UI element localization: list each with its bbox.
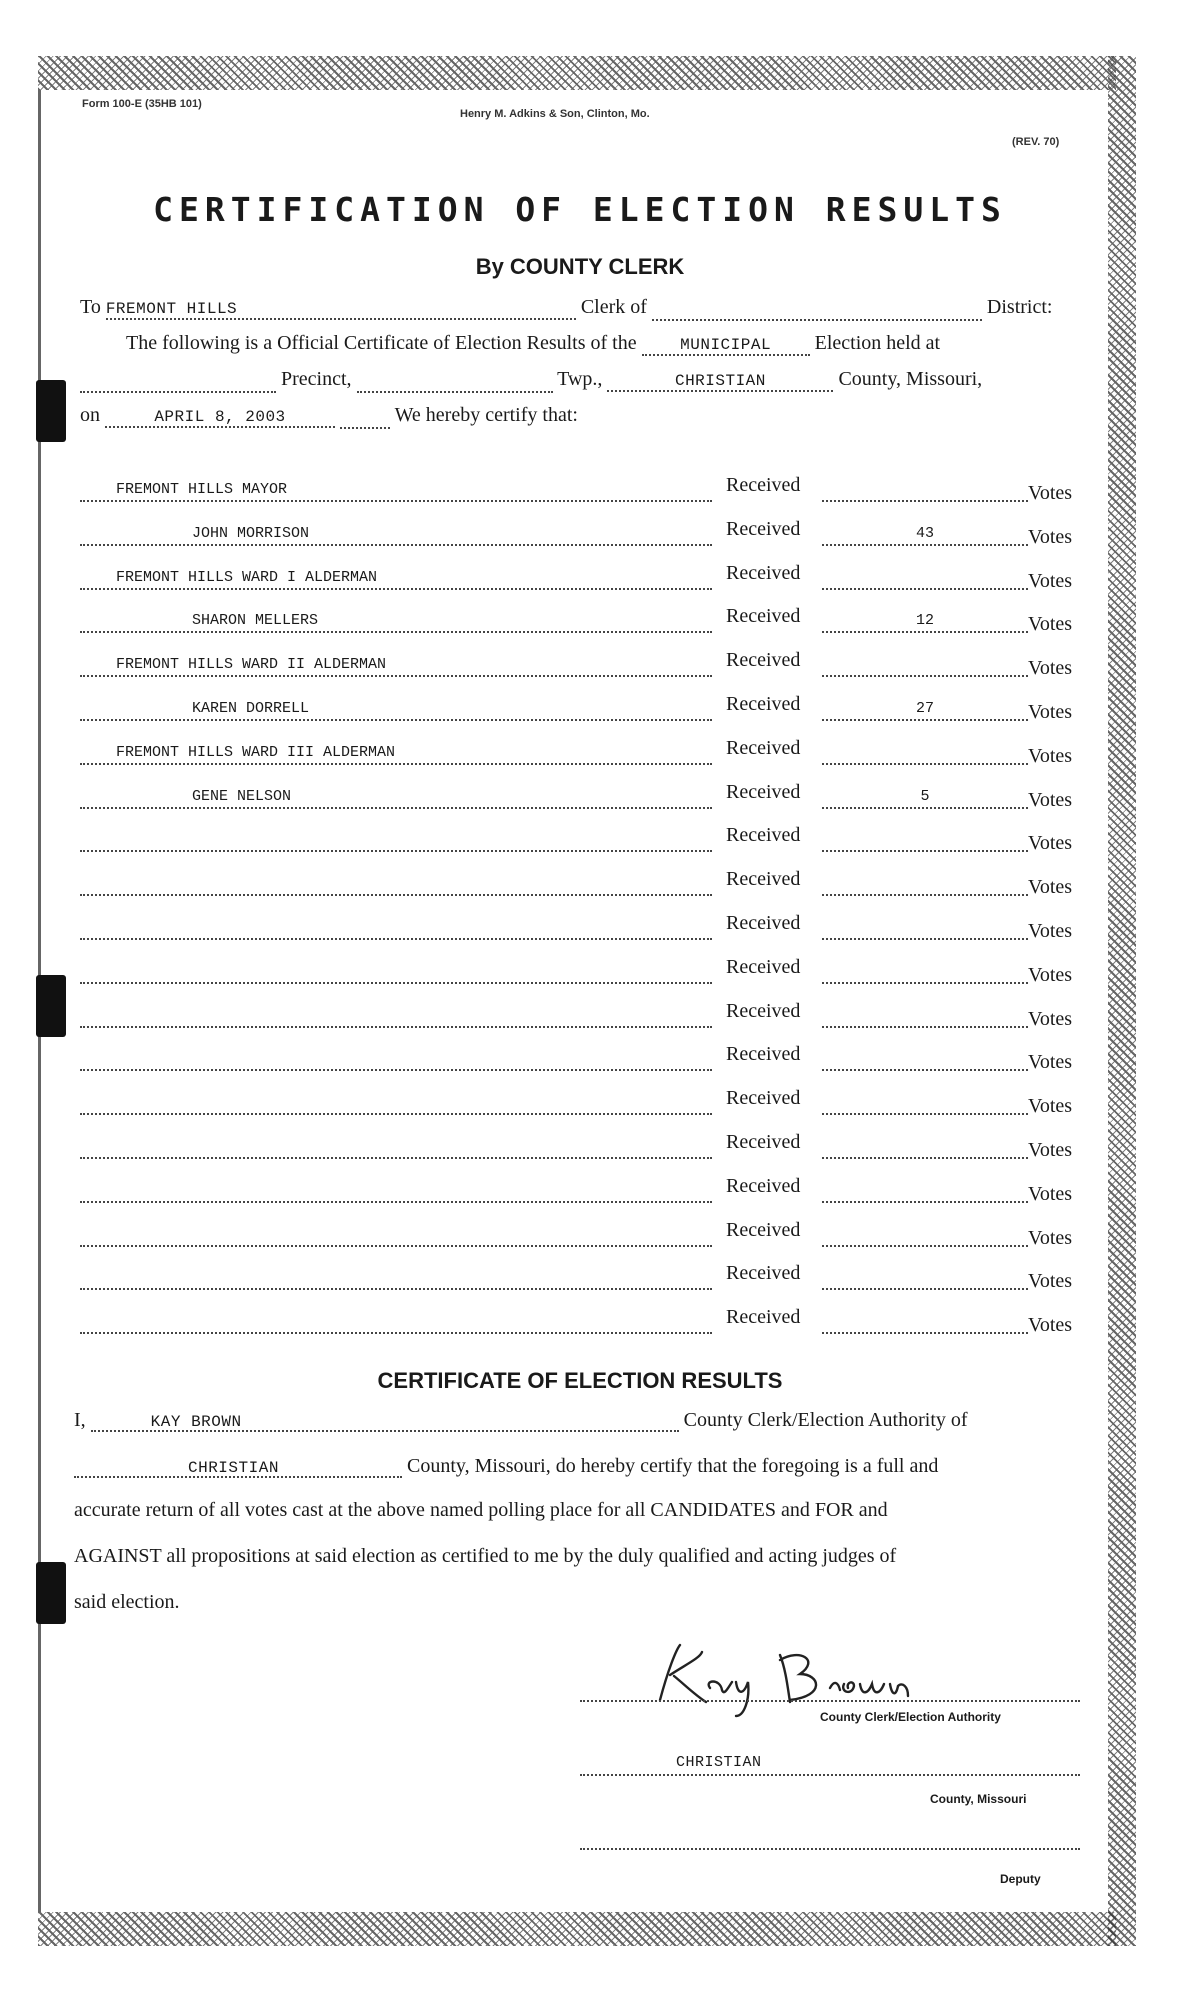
votes-label: Votes	[1028, 569, 1073, 592]
received-label: Received	[726, 474, 801, 496]
received-label: Received	[726, 824, 801, 847]
votes-label: Votes	[1028, 788, 1073, 811]
punch-hole-mark	[36, 975, 66, 1037]
vote-count-field	[822, 601, 1028, 633]
result-row	[80, 1039, 1080, 1079]
result-name: FREMONT HILLS WARD II ALDERMAN	[116, 656, 387, 674]
votes-label: Votes	[1028, 657, 1073, 680]
result-name-field	[80, 470, 712, 502]
received-label: Received	[726, 736, 801, 759]
intro-line-3	[80, 368, 982, 393]
vote-count-field	[822, 864, 1028, 896]
result-name-field	[80, 1083, 712, 1115]
votes-label: Votes	[1028, 482, 1073, 504]
result-row	[80, 1127, 1080, 1167]
votes-label: Votes	[1028, 1139, 1073, 1161]
election-date-value: APRIL 8, 2003	[105, 408, 335, 428]
following-text: The following is a Official Certificate of Election Results of the	[126, 332, 637, 354]
vote-count-field	[822, 820, 1028, 852]
vote-count: 5	[920, 787, 930, 805]
election-type-value: MUNICIPAL	[642, 336, 810, 356]
received-label: Received	[726, 517, 801, 540]
result-row	[80, 1215, 1080, 1255]
votes-label: Votes	[1028, 832, 1073, 855]
votes-label: Votes	[1028, 1007, 1073, 1030]
received-label: Received	[726, 1131, 801, 1153]
votes-label: Votes	[1028, 744, 1073, 767]
to-label: To	[80, 296, 101, 318]
vote-count-field	[822, 470, 1028, 502]
votes-label: Votes	[1028, 1051, 1073, 1074]
document-subtitle: By COUNTY CLERK	[475, 254, 685, 279]
certificate-county-value: CHRISTIAN	[74, 1460, 402, 1478]
result-name-field	[80, 645, 712, 677]
vote-count-field	[822, 733, 1028, 765]
result-name: SHARON MELLERS	[192, 612, 319, 630]
received-label: Received	[726, 999, 801, 1022]
on-label: on	[80, 404, 100, 426]
intro-line-2	[126, 332, 940, 356]
result-row	[80, 558, 1080, 598]
document-title: CERTIFICATION OF ELECTION RESULTS	[153, 190, 1007, 229]
vote-count-field	[822, 1127, 1028, 1159]
result-name-field	[80, 996, 712, 1028]
vote-count-field	[822, 645, 1028, 677]
result-row	[80, 1302, 1080, 1342]
result-name: JOHN MORRISON	[192, 524, 310, 542]
vote-count: 27	[915, 700, 934, 717]
result-row	[80, 601, 1080, 641]
form-number: Form 100-E (35HB 101)	[82, 98, 202, 110]
decorative-border-top	[38, 56, 1116, 90]
vote-count-field	[822, 1302, 1028, 1334]
received-label: Received	[726, 868, 801, 891]
intro-line-4	[80, 404, 578, 429]
result-name: FREMONT HILLS WARD I ALDERMAN	[116, 568, 378, 586]
result-name-field	[80, 777, 712, 809]
clerk-of-label: Clerk of	[580, 296, 647, 318]
form-publisher: Henry M. Adkins & Son, Clinton, Mo.	[460, 108, 650, 120]
result-name-field	[80, 908, 712, 940]
result-name-field	[80, 733, 712, 765]
votes-label: Votes	[1028, 876, 1073, 899]
vote-count-field	[822, 952, 1028, 984]
precinct-field	[80, 368, 276, 393]
result-name: KAREN DORRELL	[192, 700, 310, 717]
votes-label: Votes	[1028, 1314, 1073, 1337]
result-row	[80, 470, 1080, 510]
result-name-field	[80, 952, 712, 984]
vote-count-field	[822, 1039, 1028, 1071]
certificate-line-2	[74, 1456, 1080, 1478]
received-label: Received	[726, 649, 801, 672]
result-name-field	[80, 864, 712, 896]
result-row	[80, 1258, 1080, 1298]
vote-count-field	[822, 996, 1028, 1028]
received-label: Received	[726, 912, 801, 934]
vote-count-field	[822, 689, 1028, 721]
county-missouri-label: County, Missouri,	[838, 368, 983, 390]
result-name-field	[80, 1258, 712, 1290]
result-name-field	[80, 1215, 712, 1247]
deputy-line	[580, 1848, 1080, 1850]
vote-count: 12	[915, 612, 934, 630]
result-row	[80, 908, 1080, 948]
result-row	[80, 645, 1080, 685]
form-revision: (REV. 70)	[1012, 136, 1060, 148]
votes-label: Votes	[1028, 1226, 1073, 1249]
received-label: Received	[726, 1218, 801, 1241]
clerk-signature	[640, 1630, 940, 1720]
sig-county-caption: County, Missouri	[930, 1792, 1027, 1806]
clerk-title-text: County Clerk/Election Authority of	[683, 1409, 968, 1431]
result-row	[80, 952, 1080, 992]
result-name-field	[80, 1039, 712, 1071]
vote-count: 43	[915, 524, 934, 542]
votes-label: Votes	[1028, 920, 1073, 942]
votes-label: Votes	[1028, 701, 1073, 723]
received-label: Received	[726, 1262, 801, 1285]
result-name: FREMONT HILLS MAYOR	[116, 481, 288, 498]
date-extra-field	[340, 404, 390, 429]
received-label: Received	[726, 605, 801, 628]
result-name-field	[80, 1171, 712, 1203]
vote-count-field	[822, 777, 1028, 809]
result-row	[80, 514, 1080, 554]
certificate-line-3: accurate return of all votes cast at the above named polling place for all CANDIDATES and FOR and	[74, 1499, 888, 1521]
decorative-border-right	[1108, 56, 1136, 1946]
result-row	[80, 1083, 1080, 1123]
decorative-border-bottom	[38, 1912, 1116, 1946]
received-label: Received	[726, 1306, 801, 1329]
result-row	[80, 777, 1080, 817]
certify-text: We hereby certify that:	[394, 404, 578, 426]
result-name-field	[80, 689, 712, 721]
clerk-signature-line	[580, 1700, 1080, 1702]
result-name: FREMONT HILLS WARD III ALDERMAN	[116, 743, 396, 761]
district-label: District:	[986, 296, 1053, 318]
clerk-name-value: KAY BROWN	[91, 1414, 679, 1432]
received-label: Received	[726, 693, 801, 715]
vote-count-field	[822, 558, 1028, 590]
punch-hole-mark	[36, 1562, 66, 1624]
vote-count-field	[822, 1258, 1028, 1290]
vote-count-field	[822, 1171, 1028, 1203]
votes-label: Votes	[1028, 1095, 1073, 1118]
certificate-heading: CERTIFICATE OF ELECTION RESULTS	[377, 1368, 783, 1393]
result-name-field	[80, 1127, 712, 1159]
clerk-signature-caption: County Clerk/Election Authority	[820, 1710, 1001, 1724]
punch-hole-mark	[36, 380, 66, 442]
result-name-field	[80, 1302, 712, 1334]
result-name-field	[80, 514, 712, 546]
twp-label: Twp.,	[557, 368, 603, 390]
received-label: Received	[726, 1043, 801, 1066]
vote-count-field	[822, 1215, 1028, 1247]
i-label: I,	[74, 1409, 86, 1431]
result-name-field	[80, 820, 712, 852]
precinct-label: Precinct,	[281, 368, 352, 390]
result-name-field	[80, 558, 712, 590]
vote-count-field	[822, 1083, 1028, 1115]
result-name-field	[80, 601, 712, 633]
result-row	[80, 1171, 1080, 1211]
result-row	[80, 864, 1080, 904]
deputy-caption: Deputy	[1000, 1872, 1041, 1886]
sig-county-value: CHRISTIAN	[580, 1754, 1080, 1776]
vote-count-field	[822, 908, 1028, 940]
received-label: Received	[726, 1087, 801, 1110]
votes-label: Votes	[1028, 613, 1073, 636]
vote-count-field	[822, 514, 1028, 546]
result-row	[80, 820, 1080, 860]
county-value: CHRISTIAN	[607, 372, 833, 392]
votes-label: Votes	[1028, 963, 1073, 986]
received-label: Received	[726, 1174, 801, 1197]
votes-label: Votes	[1028, 525, 1073, 548]
result-row	[80, 996, 1080, 1036]
result-name: GENE NELSON	[192, 787, 292, 805]
votes-label: Votes	[1028, 1270, 1073, 1293]
twp-field	[357, 368, 553, 393]
certificate-line-4: AGAINST all propositions at said election as certified to me by the duly qualified and acting judges of	[74, 1545, 897, 1567]
received-label: Received	[726, 780, 801, 803]
to-value: FREMONT HILLS	[106, 300, 576, 320]
certificate-line-2-text: County, Missouri, do hereby certify that the foregoing is a full and	[407, 1455, 939, 1477]
election-held-at-label: Election held at	[814, 332, 941, 354]
result-row	[80, 733, 1080, 773]
result-row	[80, 689, 1080, 729]
certificate-line-1	[74, 1410, 1080, 1432]
received-label: Received	[726, 561, 801, 584]
votes-label: Votes	[1028, 1182, 1073, 1205]
intro-line-1	[80, 296, 1052, 321]
certificate-line-5: said election.	[74, 1591, 180, 1613]
received-label: Received	[726, 955, 801, 978]
clerk-of-field	[652, 296, 982, 321]
